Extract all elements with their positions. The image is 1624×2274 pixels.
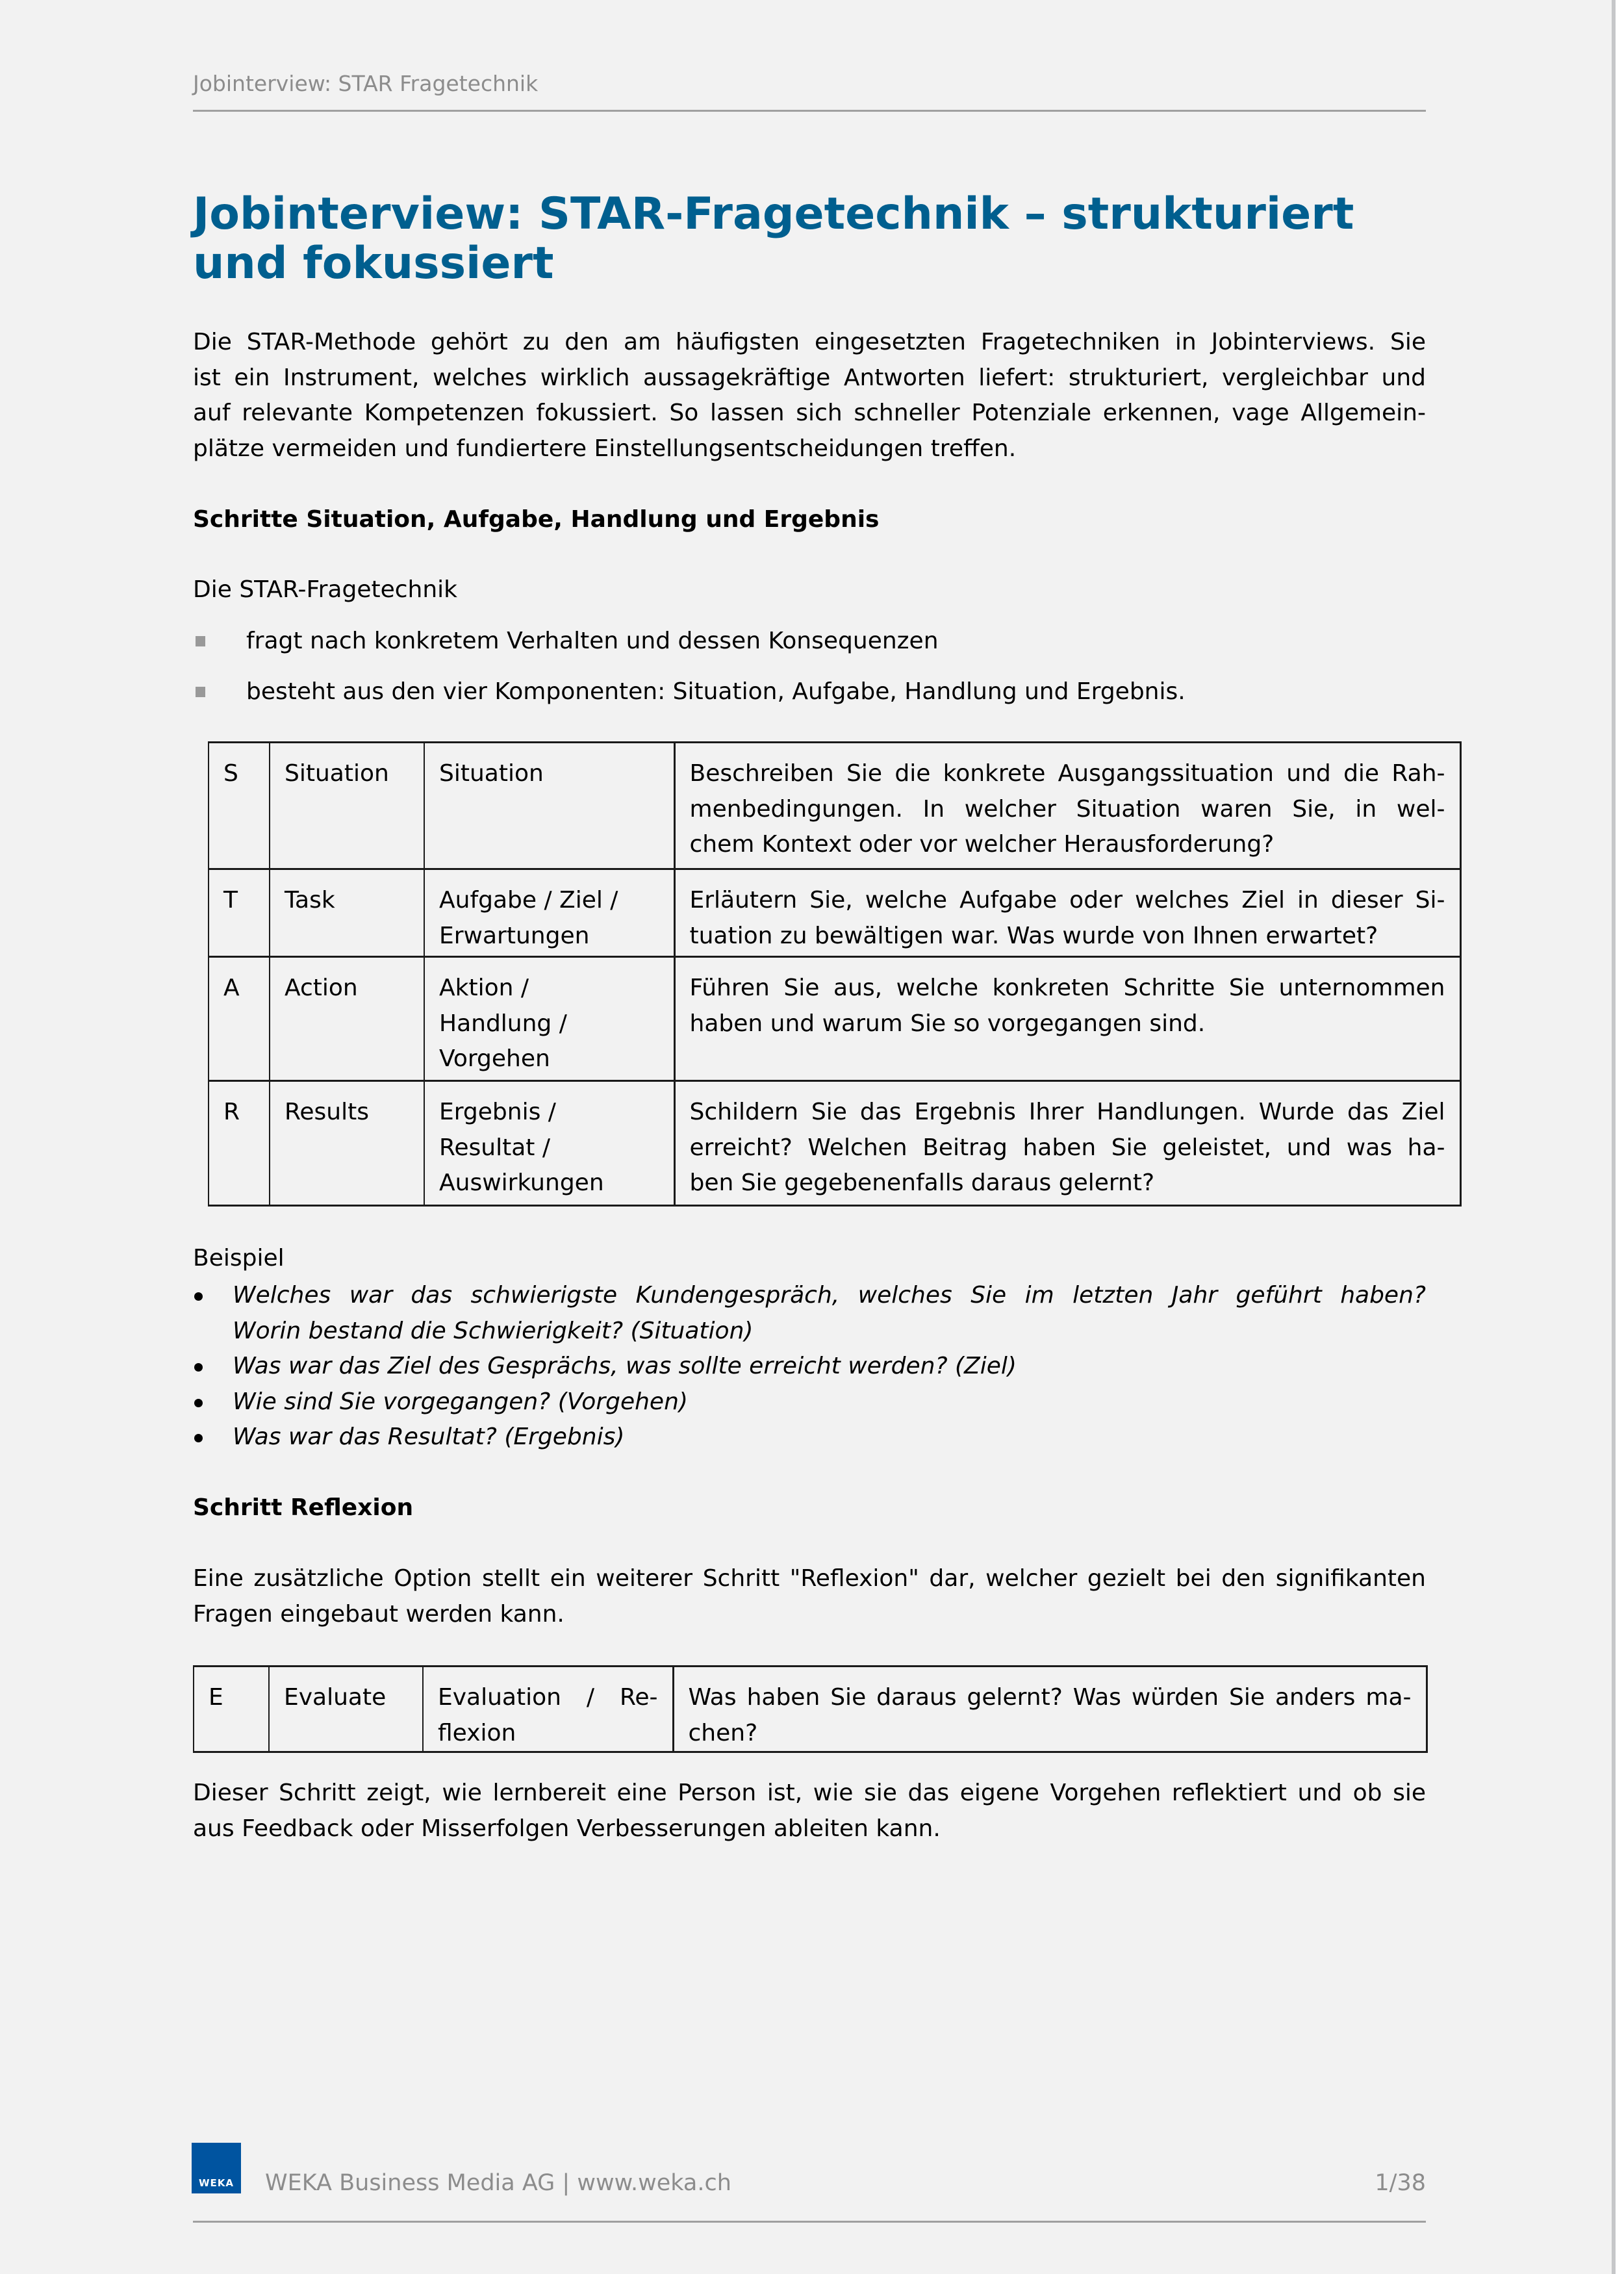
table-row-results: [209, 1081, 1460, 1206]
title-line: und fokussiert: [193, 238, 554, 289]
section-heading-reflexion: Schritt Reflexion: [193, 1494, 414, 1521]
square-bullet-icon: [196, 636, 205, 646]
page-number: 1/38: [1375, 2170, 1426, 2196]
reflexion-outro-paragraph: [193, 1776, 1426, 1846]
table-row-task: [209, 869, 1460, 957]
example-question-list: [193, 1278, 1426, 1455]
footer-publisher: WEKA Business Media AG | www.weka.ch: [265, 2170, 731, 2196]
bullet-dot-icon: [194, 1292, 203, 1301]
footer-rule: [193, 2221, 1426, 2223]
section-heading-star-steps: Schritte Situation, Aufgabe, Handlung und Ergebnis: [193, 506, 880, 533]
list-item: [193, 1385, 1426, 1420]
page-outside-area: [1616, 0, 1624, 2274]
cell-letter: R: [209, 1081, 270, 1206]
square-bullet-icon: [196, 687, 205, 697]
list-item-text: fragt nach konkretem Verhalten und dessen Konsequenzen: [246, 628, 939, 654]
text-line: Eine zusätzliche Option stellt ein weiterer Schritt "Reflexion" dar, welcher gezielt bei den signifikanten: [193, 1565, 1426, 1592]
text-line: plätze vermeiden und fundiertere Einstellungsentscheidungen treffen.: [193, 435, 1017, 462]
running-header: Jobinterview: STAR Fragetechnik: [193, 71, 539, 96]
list-lead-text: Die STAR-Fragetechnik: [193, 576, 458, 603]
cell-english: Situation: [270, 743, 424, 869]
cell-german: Aktion / Handlung / Vorgehen: [424, 957, 674, 1081]
list-item-text: besteht aus den vier Komponenten: Situation, Aufgabe, Handlung und Ergebnis.: [246, 678, 1186, 705]
text-line: ist ein Instrument, welches wirklich aussagekräftige Antworten liefert: strukturiert, vergleichbar und: [193, 364, 1426, 391]
cell-german: Ergebnis / Resultat / Auswirkungen: [424, 1081, 674, 1206]
text-line: Die STAR-Methode gehört zu den am häufigsten eingesetzten Fragetechniken in Jobinterviews. Sie: [193, 329, 1426, 355]
list-item: [193, 1278, 1426, 1349]
weka-logo-text: WEKA: [198, 2177, 235, 2189]
text-line: Dieser Schritt zeigt, wie lernbereit eine Person ist, wie sie das eigene Vorgehen reflektiert und ob sie: [193, 1780, 1426, 1806]
cell-letter: T: [209, 869, 270, 957]
cell-letter: A: [209, 957, 270, 1081]
text-line: aus Feedback oder Misserfolgen Verbesserungen ableiten kann.: [193, 1815, 941, 1842]
cell-english: Evaluate: [269, 1667, 423, 1752]
cell-description: Schildern Sie das Ergebnis Ihrer Handlungen. Wurde das Ziel erreicht? Welchen Beitrag haben Sie geleistet, und was ha- ben Sie gegebenenfalls daraus gelernt?: [674, 1081, 1460, 1206]
table-row-action: [209, 957, 1460, 1081]
cell-german: Aufgabe / Ziel / Erwartungen: [424, 869, 674, 957]
list-item-text: Was war das Ziel des Gesprächs, was sollte erreicht werden? (Ziel): [233, 1353, 1017, 1380]
list-item-text: Worin bestand die Schwierigkeit? (Situation): [233, 1317, 754, 1344]
list-item-text: Welches war das schwierigste Kundengespräch, welches Sie im letzten Jahr geführt haben?: [233, 1282, 1426, 1309]
list-item-text: Wie sind Sie vorgegangen? (Vorgehen): [233, 1388, 688, 1415]
cell-english: Task: [270, 869, 424, 957]
cell-description: Was haben Sie daraus gelernt? Was würden Sie anders ma- chen?: [673, 1667, 1427, 1752]
page-title: [193, 190, 1460, 288]
cell-english: Action: [270, 957, 424, 1081]
cell-german: Evaluation / Re- flexion: [423, 1667, 673, 1752]
cell-description: Beschreiben Sie die konkrete Ausgangssituation und die Rah- menbedingungen. In welcher Situation waren Sie, in wel- chem Kontext oder vor welcher Herausforderung?: [674, 743, 1460, 869]
cell-german: Situation: [424, 743, 674, 869]
cell-description: Erläutern Sie, welche Aufgabe oder welches Ziel in dieser Si- tuation zu bewältigen war. Was wurde von Ihnen erwartet?: [674, 869, 1460, 957]
star-table: [208, 741, 1462, 1207]
list-item: [193, 1420, 1426, 1455]
weka-logo: [192, 2143, 241, 2193]
bullet-dot-icon: [194, 1363, 203, 1372]
text-line: Fragen eingebaut werden kann.: [193, 1600, 565, 1628]
bullet-dot-icon: [194, 1399, 203, 1407]
evaluate-table: [193, 1665, 1428, 1753]
bullet-dot-icon: [194, 1434, 203, 1442]
cell-letter: E: [194, 1667, 269, 1752]
table-row-evaluate: [194, 1667, 1427, 1752]
reflexion-intro-paragraph: [193, 1561, 1426, 1632]
intro-paragraph: [193, 325, 1426, 466]
list-item-text: Was war das Resultat? (Ergebnis): [233, 1424, 625, 1451]
cell-description: Führen Sie aus, welche konkreten Schritte Sie unternommen haben und warum Sie so vorgegangen sind.: [674, 957, 1460, 1081]
table-row-situation: [209, 743, 1460, 869]
list-item: [193, 1349, 1426, 1385]
header-rule: [193, 110, 1426, 112]
title-line: Jobinterview: STAR-Fragetechnik – strukturiert: [193, 188, 1354, 240]
example-label: Beispiel: [193, 1245, 285, 1271]
cell-letter: S: [209, 743, 270, 869]
text-line: auf relevante Kompetenzen fokussiert. So lassen sich schneller Potenziale erkennen, vage Allgemein-: [193, 400, 1426, 427]
cell-english: Results: [270, 1081, 424, 1206]
